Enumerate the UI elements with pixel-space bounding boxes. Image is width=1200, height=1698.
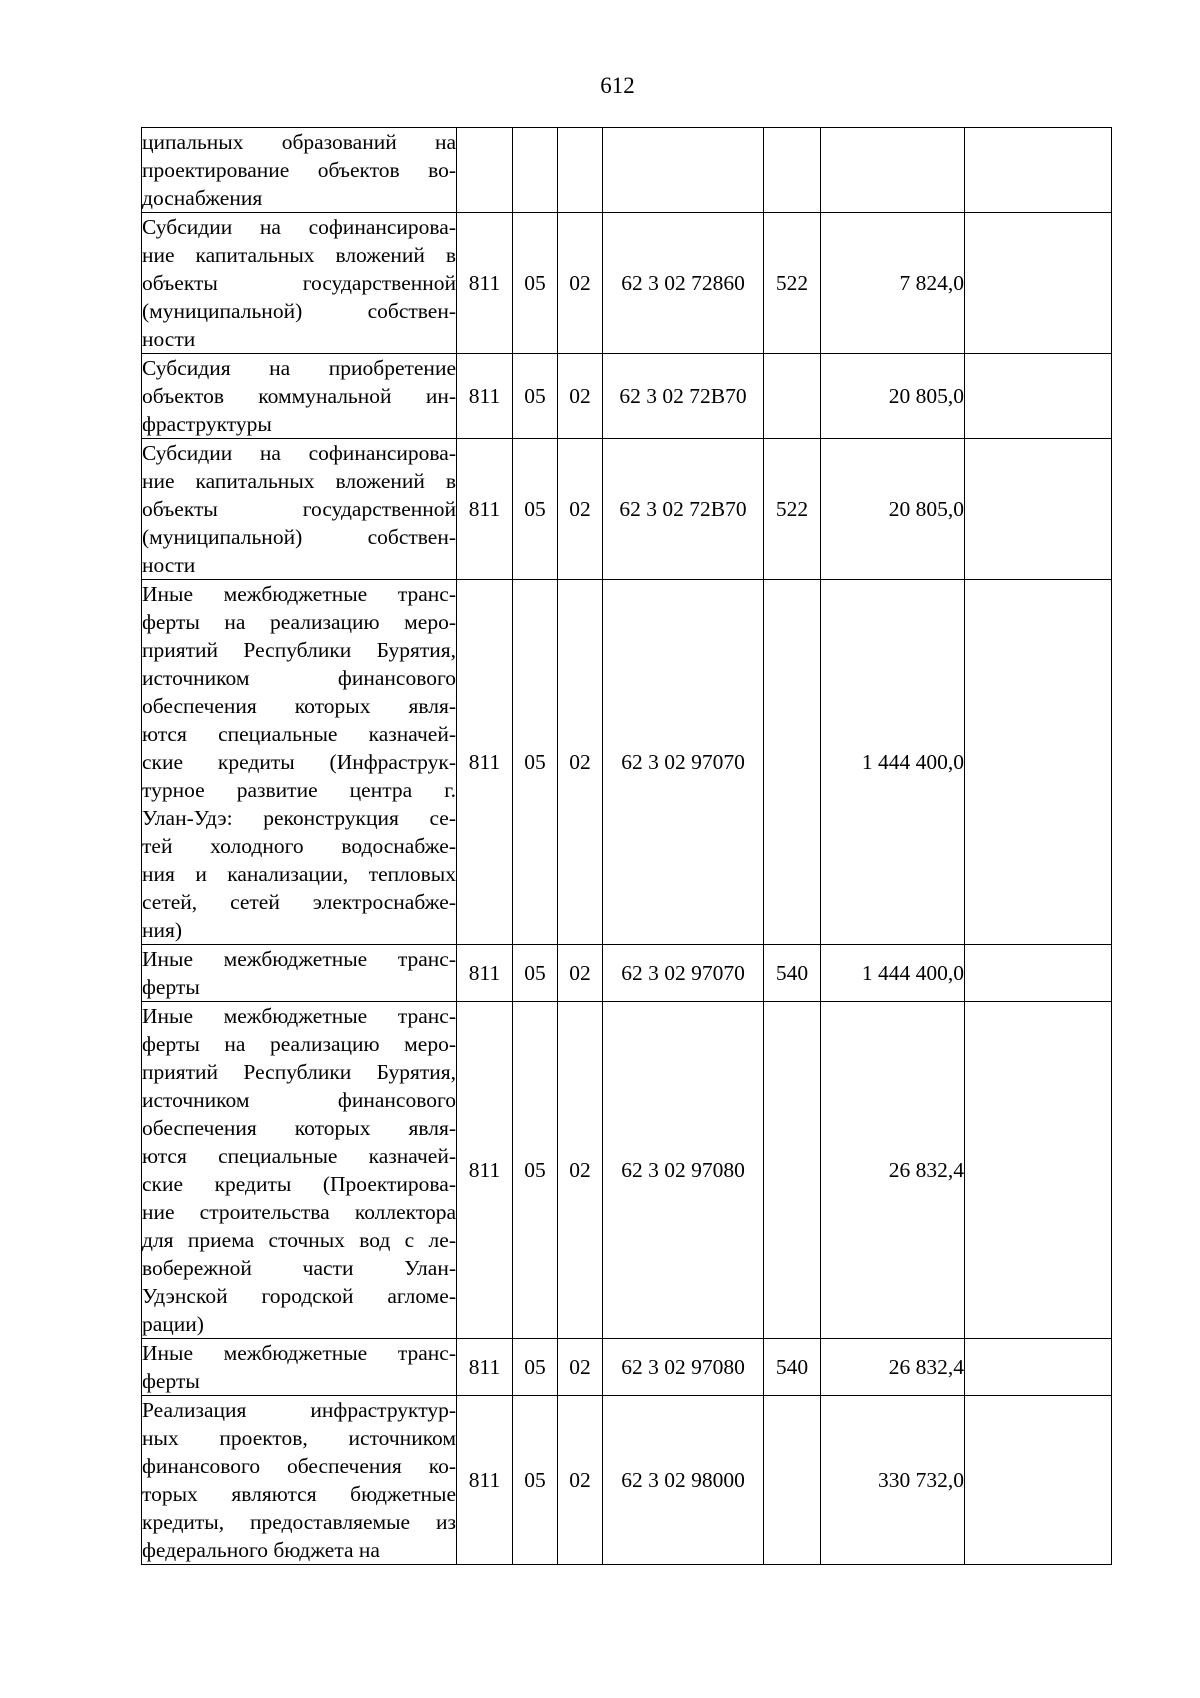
item-name-line: Реализация инфраструктур- (142, 1398, 456, 1422)
item-name-line: ются специальные казначей- (142, 722, 456, 746)
subsection-cell (558, 128, 603, 213)
section-cell: 05 (513, 580, 558, 945)
target-article-cell: 62 3 02 97070 (603, 945, 764, 1002)
extra-cell (965, 439, 1112, 580)
table-row (142, 354, 1112, 439)
item-name-cell (142, 439, 457, 580)
item-name-line: проектирование объектов во- (142, 158, 456, 182)
item-name-cell (142, 580, 457, 945)
item-name-line: объекты государственной (142, 271, 456, 295)
item-name-line: финансового обеспечения ко- (142, 1454, 456, 1478)
item-name-line: ципальных образований на (142, 130, 456, 154)
item-name-line: Субсидии на софинансирова- (142, 215, 456, 239)
item-name-line: ские кредиты (Инфраструк- (142, 750, 456, 774)
subsection-cell: 02 (558, 213, 603, 354)
expense-type-cell (764, 580, 821, 945)
item-name-line: ние капитальных вложений в (142, 469, 456, 493)
item-name-line: турное развитие центра г. (142, 778, 456, 802)
expense-type-cell: 540 (764, 945, 821, 1002)
admin-code-cell: 811 (457, 945, 513, 1002)
page-number: 612 (600, 73, 635, 98)
subsection-cell: 02 (558, 1002, 603, 1339)
item-name-line: Улан-Удэ: реконструкция се- (142, 806, 456, 830)
item-name-line: ферты (142, 975, 200, 999)
item-name-line: ние капитальных вложений в (142, 243, 456, 267)
item-name-line: торых являются бюджетные (142, 1482, 456, 1506)
amount-cell: 26 832,4 (821, 1002, 965, 1339)
item-name-line: Иные межбюджетные транс- (142, 582, 456, 606)
extra-cell (965, 1339, 1112, 1396)
item-name-line: Иные межбюджетные транс- (142, 947, 456, 971)
table-row (142, 213, 1112, 354)
extra-cell (965, 128, 1112, 213)
item-name-line: Удэнской городской агломе- (142, 1284, 456, 1308)
table-row (142, 945, 1112, 1002)
expense-type-cell (764, 354, 821, 439)
item-name-line: Субсидия на приобретение (142, 356, 456, 380)
item-name-line: ферты на реализацию меро- (142, 610, 456, 634)
target-article-cell: 62 3 02 72В70 (603, 439, 764, 580)
item-name-line: объектов коммунальной ин- (142, 384, 456, 408)
item-name-line: ности (142, 327, 196, 351)
extra-cell (965, 1002, 1112, 1339)
admin-code-cell: 811 (457, 1002, 513, 1339)
section-cell: 05 (513, 213, 558, 354)
target-article-cell: 62 3 02 72860 (603, 213, 764, 354)
amount-cell: 7 824,0 (821, 213, 965, 354)
expense-type-cell: 522 (764, 213, 821, 354)
item-name-line: рации) (142, 1312, 204, 1336)
item-name-line: ности (142, 553, 196, 577)
subsection-cell: 02 (558, 354, 603, 439)
section-cell: 05 (513, 1339, 558, 1396)
item-name-line: приятий Республики Бурятия, (142, 1060, 456, 1084)
table-row (142, 1396, 1112, 1565)
item-name-line: (муниципальной) собствен- (142, 525, 456, 549)
item-name-line: доснабжения (142, 186, 263, 210)
section-cell (513, 128, 558, 213)
expense-type-cell: 522 (764, 439, 821, 580)
item-name-line: тей холодного водоснабже- (142, 834, 456, 858)
target-article-cell: 62 3 02 97070 (603, 580, 764, 945)
item-name-line: сетей, сетей электроснабже- (142, 890, 456, 914)
item-name-line: источником финансового (142, 1088, 456, 1112)
amount-cell (821, 128, 965, 213)
admin-code-cell (457, 128, 513, 213)
item-name-line: объекты государственной (142, 497, 456, 521)
item-name-line: вобережной части Улан- (142, 1256, 456, 1280)
item-name-line: ных проектов, источником (142, 1426, 456, 1450)
item-name-line: фраструктуры (142, 412, 272, 436)
section-cell: 05 (513, 354, 558, 439)
admin-code-cell: 811 (457, 580, 513, 945)
item-name-cell (142, 213, 457, 354)
subsection-cell: 02 (558, 439, 603, 580)
subsection-cell: 02 (558, 945, 603, 1002)
item-name-line: источником финансового (142, 666, 456, 690)
extra-cell (965, 945, 1112, 1002)
item-name-line: (муниципальной) собствен- (142, 299, 456, 323)
item-name-line: ферты на реализацию меро- (142, 1032, 456, 1056)
item-name-line: ферты (142, 1369, 200, 1393)
admin-code-cell: 811 (457, 1396, 513, 1565)
table-row (142, 1002, 1112, 1339)
admin-code-cell: 811 (457, 213, 513, 354)
admin-code-cell: 811 (457, 354, 513, 439)
item-name-line: обеспечения которых явля- (142, 1116, 456, 1140)
item-name-line: Субсидии на софинансирова- (142, 441, 456, 465)
expense-type-cell (764, 1396, 821, 1565)
amount-cell: 1 444 400,0 (821, 580, 965, 945)
amount-cell: 20 805,0 (821, 354, 965, 439)
extra-cell (965, 213, 1112, 354)
item-name-line: приятий Республики Бурятия, (142, 638, 456, 662)
table-row (142, 128, 1112, 213)
extra-cell (965, 1396, 1112, 1565)
item-name-line: ния и канализации, тепловых (142, 862, 456, 886)
subsection-cell: 02 (558, 1396, 603, 1565)
table-row (142, 439, 1112, 580)
target-article-cell: 62 3 02 97080 (603, 1002, 764, 1339)
item-name-line: ются специальные казначей- (142, 1144, 456, 1168)
item-name-line: обеспечения которых явля- (142, 694, 456, 718)
item-name-line: федерального бюджета на (142, 1538, 380, 1562)
amount-cell: 1 444 400,0 (821, 945, 965, 1002)
item-name-cell (142, 1002, 457, 1339)
extra-cell (965, 580, 1112, 945)
expense-type-cell (764, 128, 821, 213)
item-name-line: кредиты, предоставляемые из (142, 1510, 456, 1534)
subsection-cell: 02 (558, 580, 603, 945)
item-name-line: для приема сточных вод с ле- (142, 1228, 456, 1252)
target-article-cell: 62 3 02 72В70 (603, 354, 764, 439)
target-article-cell: 62 3 02 97080 (603, 1339, 764, 1396)
extra-cell (965, 354, 1112, 439)
item-name-line: ские кредиты (Проектирова- (142, 1172, 456, 1196)
target-article-cell (603, 128, 764, 213)
item-name-line: ние строительства коллектора (142, 1200, 456, 1224)
admin-code-cell: 811 (457, 439, 513, 580)
item-name-cell (142, 1339, 457, 1396)
amount-cell: 20 805,0 (821, 439, 965, 580)
budget-table (141, 127, 1112, 1565)
item-name-line: Иные межбюджетные транс- (142, 1341, 456, 1365)
amount-cell: 330 732,0 (821, 1396, 965, 1565)
amount-cell: 26 832,4 (821, 1339, 965, 1396)
section-cell: 05 (513, 1396, 558, 1565)
admin-code-cell: 811 (457, 1339, 513, 1396)
table-row (142, 1339, 1112, 1396)
item-name-cell (142, 1396, 457, 1565)
section-cell: 05 (513, 945, 558, 1002)
target-article-cell: 62 3 02 98000 (603, 1396, 764, 1565)
item-name-cell (142, 128, 457, 213)
section-cell: 05 (513, 1002, 558, 1339)
table-row (142, 580, 1112, 945)
section-cell: 05 (513, 439, 558, 580)
item-name-line: Иные межбюджетные транс- (142, 1004, 456, 1028)
item-name-line: ния) (142, 918, 183, 942)
item-name-cell (142, 945, 457, 1002)
expense-type-cell (764, 1002, 821, 1339)
expense-type-cell: 540 (764, 1339, 821, 1396)
subsection-cell: 02 (558, 1339, 603, 1396)
item-name-cell (142, 354, 457, 439)
